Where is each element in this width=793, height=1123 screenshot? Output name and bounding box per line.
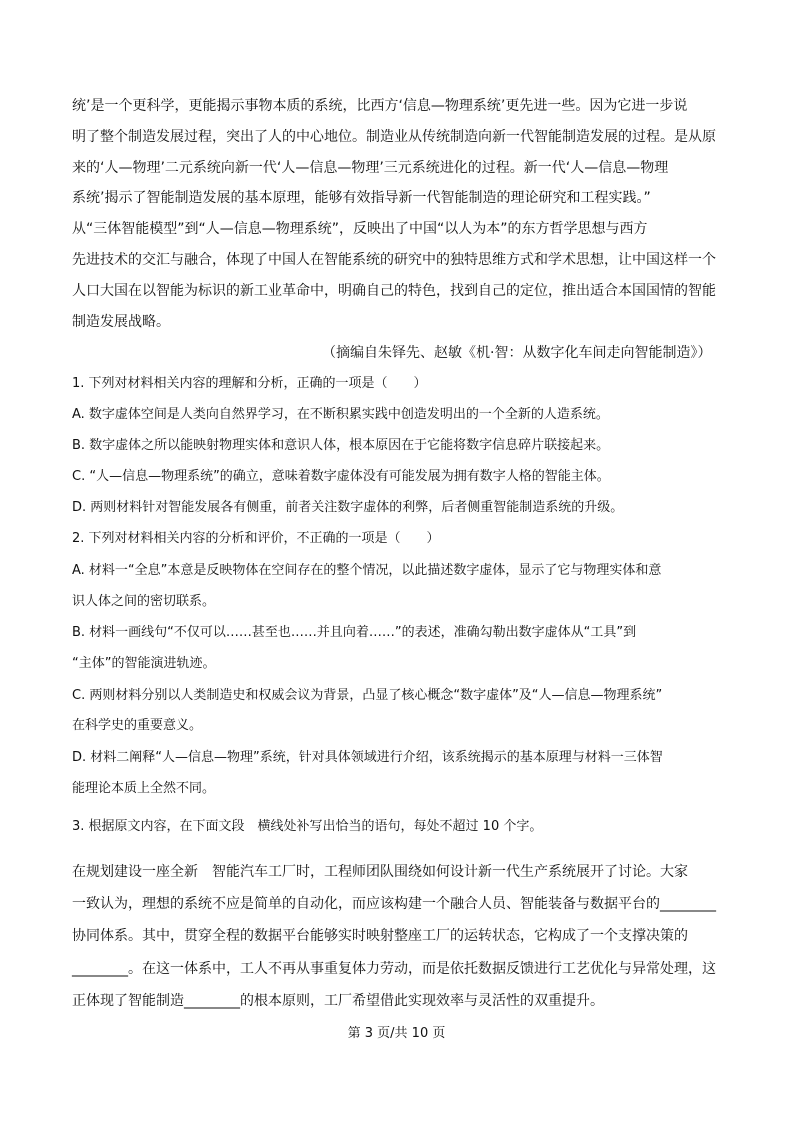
question-2-option-c: 在科学史的重要意义。 [72,718,203,733]
passage-line: 先进技术的交汇与融合，体现了中国人在智能系统的研究中的独特思维方式和学术思想，让中国这样一个 [72,252,716,268]
question-3-paragraph-line: 在规划建设一座全新 智能汽车工厂时，工程师团队围绕如何设计新一代生产系统展开了讨论。大家 [72,864,688,880]
question-2-option-a: 识人体之间的密切联系。 [72,594,216,609]
question-2-option-b: B. 材料一画线句“不仅可以……甚至也……并且向着……”的表述，准确勾勒出数字虚体从“工具”到 [72,625,637,640]
passage-line: 制造发展战略。 [72,314,170,330]
question-2-option-d: D. 材料二阐释“人—信息—物理”系统，针对具体领域进行介绍，该系统揭示的基本原理与材料一三体智 [72,750,663,765]
question-1-option-a: A. 数字虚体空间是人类向自然界学习，在不断积累实践中创造发明出的一个全新的人造系统。 [72,407,609,422]
question-1-option-d: D. 两则材料针对智能发展各有侧重，前者关注数字虚体的利弊，后者侧重智能制造系统的升级。 [72,500,624,515]
question-3-paragraph-line: 协同体系。其中，贯穿全程的数据平台能够实时映射整座工厂的运转状态，它构成了一个支撑决策的 [72,928,688,944]
question-1-option-c: C. “人—信息—物理系统”的确立，意味着数字虚体没有可能发展为拥有数字人格的智能主体。 [72,469,610,484]
question-2-option-c: C. 两则材料分别以人类制造史和权威会议为背景，凸显了核心概念“数字虚体”及“人—信息—物理系统” [72,688,663,703]
question-3-paragraph-line: 一致认为，理想的系统不应是简单的自动化，而应该构建一个融合人员、智能装备与数据平台的________ [72,896,716,912]
question-2-stem: 2. 下列对材料相关内容的分析和评价，不正确的一项是（ ） [72,531,440,546]
passage-line: 统’是一个更科学，更能揭示事物本质的系统，比西方‘信息—物理系统’更先进一些。因为它进一步说 [72,98,688,114]
passage-line: 从“三体智能模型”到“人—信息—物理系统”，反映出了中国“以人为本”的东方哲学思想与西方 [72,221,648,237]
question-2-option-a: A. 材料一“全息”本意是反映物体在空间存在的整个情况，以此描述数字虚体，显示了它与物理实体和意 [72,563,662,578]
question-1-stem: 1. 下列对材料相关内容的理解和分析，正确的一项是（ ） [72,376,427,391]
page-number: 第 3 页/共 10 页 [347,1026,446,1041]
question-3-stem: 3. 根据原文内容，在下面文段 横线处补写出恰当的语句，每处不超过 10 个字。 [72,819,543,834]
question-3-paragraph-line: ________。在这一体系中，工人不再从事重复体力劳动，而是依托数据反馈进行工艺优化与异常处理，这 [72,961,716,977]
question-3-paragraph-line: 正体现了智能制造________的根本原则，工厂希望借此实现效率与灵活性的双重提升。 [72,993,604,1009]
question-2-option-b: “主体”的智能演进轨迹。 [72,656,216,671]
question-1-option-b: B. 数字虚体之所以能映射物理实体和意识人体，根本原因在于它能将数字信息碎片联接起来。 [72,438,610,453]
question-2-option-d: 能理论本质上全然不同。 [72,781,216,796]
passage-line: 明了整个制造发展过程，突出了人的中心地位。制造业从传统制造向新一代智能制造发展的过程。是从原 [72,129,716,145]
passage-line: 人口大国在以智能为标识的新工业革命中，明确自己的特色，找到自己的定位，推出适合本国国情的智能 [72,283,716,299]
source-citation: （摘编自朱铎先、赵敏《机·智：从数字化车间走向智能制造》） [322,345,712,361]
passage-line: 来的‘人—物理’二元系统向新一代‘人—信息—物理’三元系统进化的过程。新一代‘人—信息—物理 [72,160,669,176]
passage-line: 系统’揭示了智能制造发展的基本原理，能够有效指导新一代智能制造的理论研究和工程实践。” [72,190,651,206]
